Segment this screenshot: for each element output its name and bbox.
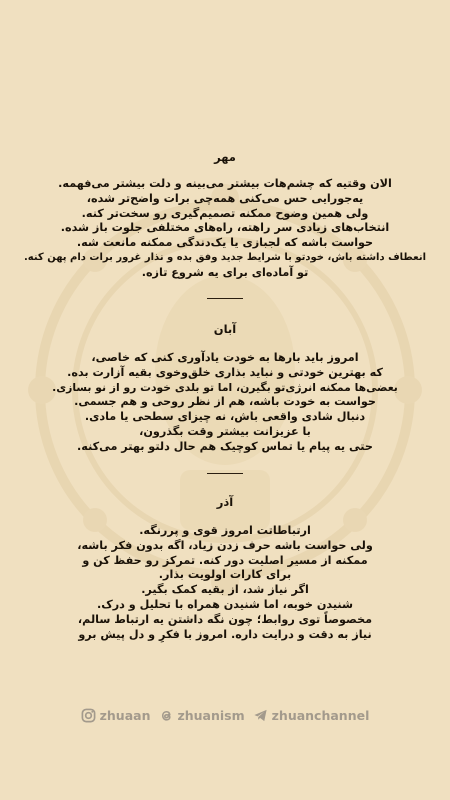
- text-line: اگر نیاز شد، از بقیه کمک بگیر.: [141, 583, 309, 597]
- text-line: نیاز به دقت و درایت داره. امروز با فکرِ و دل پیش برو: [78, 627, 372, 641]
- threads-icon: [158, 707, 174, 723]
- instagram-icon: [81, 707, 97, 723]
- text-line: ولی حواست باشه حرف زدن زیاد، اگه بدون فکر باشه،: [77, 538, 373, 552]
- text-line: ولی همین وضوح ممکنه تصمیم‌گیری رو سخت‌تر کنه.: [81, 206, 369, 220]
- text-line: شنیدن خوبه، اما شنیدن همراه با تحلیل و درک.: [96, 597, 353, 611]
- section-text-mehr: [22, 177, 428, 281]
- text-line: انعطاف داشته باش، خودتو با شرایط جدید وفق بده و نذار غرور برات دام پهن کنه.: [23, 251, 427, 263]
- month-title-mehr: مهر: [214, 150, 236, 164]
- telegram-icon: [253, 707, 269, 723]
- text-line: یه‌جورایی حس می‌کنی همه‌چی برات واضح‌تر شده،: [86, 191, 364, 205]
- instagram-handle-text: zhuaan: [99, 707, 151, 723]
- text-line: که بهترین خودتی و نباید بذاری خلق‌وخوی بقیه آزارت بده.: [67, 365, 383, 379]
- month-title-aban: آبان: [213, 322, 237, 336]
- text-line: انتخاب‌های زیادی سر راهته، راه‌های مختلفی جلوت باز شده.: [60, 221, 390, 235]
- instagram-handle[interactable]: [81, 707, 151, 723]
- text-line: حواست باشه که لجبازی یا یک‌دندگی ممکنه مانعت شه.: [76, 236, 374, 250]
- text-line: الان وقتیه که چشم‌هات بیشتر می‌بینه و دلت بیشتر می‌فهمه.: [58, 177, 392, 190]
- threads-handle-text: zhuanism: [177, 707, 245, 723]
- text-line: بعضی‌ها ممکنه انرژی‌تو بگیرن، اما تو بلدی خودت رو از نو بسازی.: [52, 380, 398, 394]
- text-line: با عزیزانت بیشتر وقت بگذرون،: [139, 424, 311, 438]
- section-divider: [207, 473, 243, 474]
- section-text-azar: [22, 524, 428, 642]
- text-line: ارتباطاتت امروز قوی و پررنگه.: [139, 524, 311, 537]
- text-line: برای کارات اولویت بذار.: [158, 568, 292, 582]
- telegram-handle-text: zhuanchannel: [271, 707, 370, 723]
- text-line: حواست به خودت باشه، هم از نظر روحی و هم جسمی.: [74, 395, 376, 409]
- text-line: مخصوصاً توی روابط؛ چون نگه داشتن یه ارتباط سالم،: [77, 612, 373, 626]
- threads-handle[interactable]: [158, 707, 244, 723]
- text-line: ممکنه از مسیر اصلیت دور کنه. تمرکز رو حفظ کن و: [82, 553, 368, 567]
- text-line: تو آماده‌ای برای یه شروع تازه.: [141, 265, 309, 279]
- social-footer: [0, 704, 450, 726]
- text-line: حتی یه پیام یا تماس کوچیک هم حال دلتو بهتر می‌کنه.: [77, 439, 373, 453]
- section-divider: [207, 298, 243, 299]
- text-line: دنبال شادی واقعی باش، نه چیزای سطحی یا مادی.: [84, 410, 366, 424]
- text-line: امروز باید بارها به خودت یادآوری کنی که خاصی،: [91, 351, 359, 364]
- telegram-handle[interactable]: [253, 707, 370, 723]
- month-title-azar: آذر: [216, 495, 234, 509]
- section-text-aban: [22, 351, 428, 455]
